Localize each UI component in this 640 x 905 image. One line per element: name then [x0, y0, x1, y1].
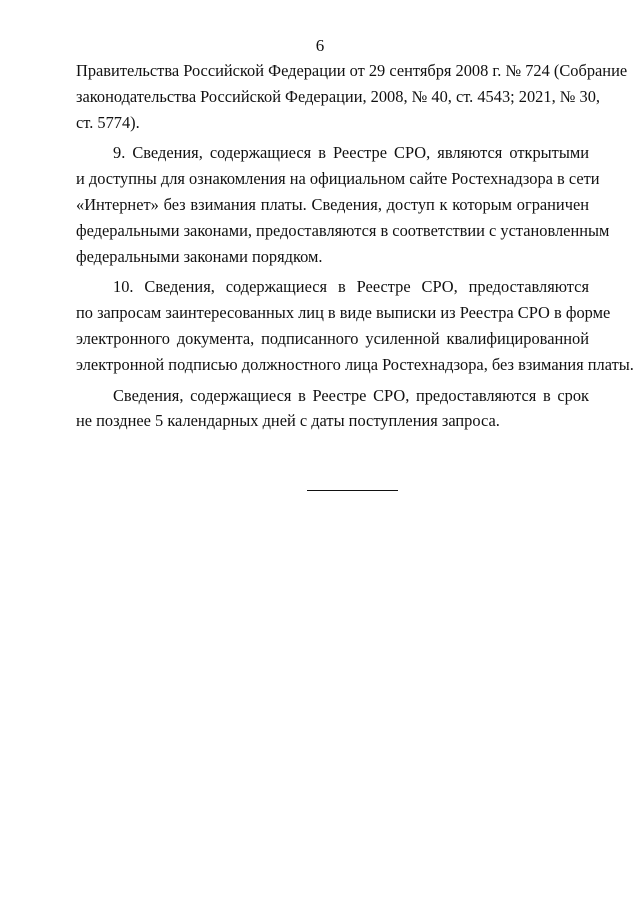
text-line: Сведения, содержащиеся в Реестре СРО, предоставляются в срок	[113, 385, 589, 405]
paragraph-deadline	[76, 383, 589, 435]
text-line: 9. Сведения, содержащиеся в Реестре СРО, являются открытыми	[113, 143, 589, 163]
text-line: по запросам заинтересованных лиц в виде выписки из Реестра СРО в форме	[76, 303, 611, 323]
paragraph-10	[76, 274, 634, 377]
text-line: законодательства Российской Федерации, 2008, № 40, ст. 4543; 2021, № 30,	[76, 86, 600, 106]
text-line: 10. Сведения, содержащиеся в Реестре СРО, предоставляются	[113, 277, 589, 297]
text-line: электронного документа, подписанного усиленной квалифицированной	[76, 328, 589, 348]
document-body	[76, 58, 634, 434]
end-divider-line	[307, 490, 398, 491]
page-number: 6	[315, 36, 325, 55]
paragraph-continuation	[76, 58, 628, 135]
text-line: «Интернет» без взимания платы. Сведения, доступ к которым ограничен	[76, 194, 589, 214]
text-line: федеральными законами порядком.	[76, 246, 323, 266]
text-line: и доступны для ознакомления на официальном сайте Ростехнадзора в сети	[76, 169, 600, 189]
text-line: не позднее 5 календарных дней с даты поступления запроса.	[76, 411, 500, 431]
paragraph-9	[76, 140, 610, 269]
text-line: электронной подписью должностного лица Ростехнадзора, без взимания платы.	[76, 354, 634, 374]
text-line: федеральными законами, предоставляются в соответствии с установленным	[76, 220, 610, 240]
text-line: Правительства Российской Федерации от 29 сентября 2008 г. № 724 (Собрание	[76, 61, 628, 80]
text-line: ст. 5774).	[76, 112, 140, 132]
